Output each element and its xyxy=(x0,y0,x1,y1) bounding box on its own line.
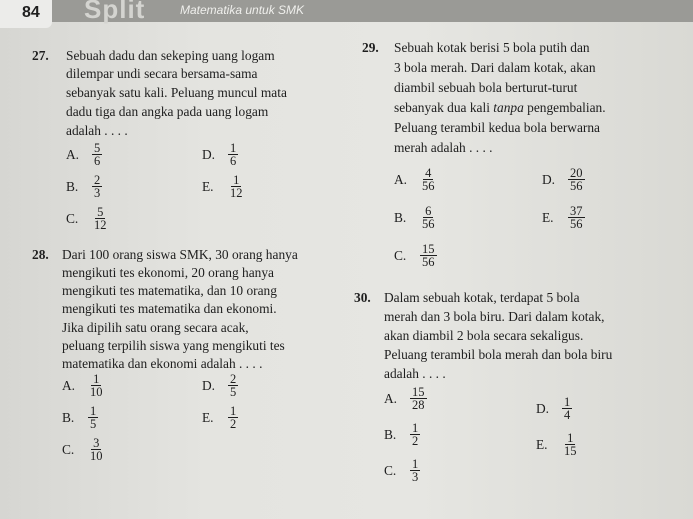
q28-option-e[interactable] xyxy=(202,405,238,430)
option-label: D. xyxy=(202,377,216,393)
option-fraction: $\frac{1}{15}$ xyxy=(564,431,577,458)
option-label: D. xyxy=(542,171,556,187)
q30-number: 30. xyxy=(354,290,371,305)
q27-option-d[interactable] xyxy=(202,142,238,167)
option-label: C. xyxy=(384,462,397,478)
page-number: 84 xyxy=(0,0,52,28)
q30-option-e[interactable] xyxy=(536,432,579,457)
q28-option-a[interactable] xyxy=(62,373,105,398)
q30-option-c[interactable] xyxy=(384,458,420,483)
option-fraction: $\frac{1}{5}$ xyxy=(90,404,97,431)
q28-text-line: Jika dipilih satu orang secara acak, xyxy=(62,320,249,335)
q28-text-line: mengikuti tes ekonomi, 20 orang hanya xyxy=(62,265,274,280)
q29-text-line: Sebuah kotak berisi 5 bola putih dan xyxy=(394,40,590,55)
q28-option-d[interactable] xyxy=(202,373,238,398)
option-label: B. xyxy=(66,178,79,194)
option-label: B. xyxy=(62,409,75,425)
option-label: E. xyxy=(202,178,214,194)
option-fraction: $\frac{6}{56}$ xyxy=(422,204,435,231)
option-label: A. xyxy=(394,171,408,187)
q29-option-d[interactable] xyxy=(542,167,585,192)
book-subtitle: Matematika untuk SMK xyxy=(180,3,305,17)
q27-option-b[interactable] xyxy=(66,174,102,199)
option-fraction: $\frac{1}{12}$ xyxy=(230,173,243,200)
option-fraction: $\frac{4}{56}$ xyxy=(422,166,435,193)
q27-option-a[interactable] xyxy=(66,142,102,167)
q29-option-b[interactable] xyxy=(394,205,437,230)
option-label: C. xyxy=(394,247,407,263)
q30-text-line: Dalam sebuah kotak, terdapat 5 bola xyxy=(384,290,580,305)
q30-text-line: merah dan 3 bola biru. Dari dalam kotak, xyxy=(384,309,605,324)
q27-number: 27. xyxy=(32,48,49,63)
q29-text-line: merah adalah . . . . xyxy=(394,140,493,155)
option-label: E. xyxy=(542,209,554,225)
q29-option-e[interactable] xyxy=(542,205,585,230)
option-label: E. xyxy=(202,409,214,425)
q30-option-d[interactable] xyxy=(536,396,572,421)
q28-text-line: mengikuti tes matematika, dan 10 orang xyxy=(62,283,277,298)
option-label: B. xyxy=(394,209,407,225)
option-label: C. xyxy=(62,441,75,457)
option-label: E. xyxy=(536,436,548,452)
option-label: B. xyxy=(384,426,397,442)
q28-text-line: matematika dan ekonomi adalah . . . . xyxy=(62,356,263,371)
q28-number: 28. xyxy=(32,247,49,262)
q29-text-line: diambil sebuah bola berturut-turut xyxy=(394,80,578,95)
q29-number: 29. xyxy=(362,40,379,55)
q29-text-line: sebanyak dua kali tanpa pengembalian. xyxy=(394,100,606,115)
q27-text-line: Sebuah dadu dan sekeping uang logam xyxy=(66,48,275,63)
italic-word: tanpa xyxy=(493,100,524,115)
q29-text-line: 3 bola merah. Dari dalam kotak, akan xyxy=(394,60,596,75)
option-fraction: $\frac{1}{10}$ xyxy=(90,372,103,399)
option-label: A. xyxy=(384,390,398,406)
q27-text-line: sebanyak satu kali. Peluang muncul mata xyxy=(66,85,287,100)
option-fraction: $\frac{20}{56}$ xyxy=(570,166,583,193)
q28-text-line: Dari 100 orang siswa SMK, 30 orang hanya xyxy=(62,247,298,262)
option-label: A. xyxy=(66,146,80,162)
option-label: D. xyxy=(536,400,550,416)
option-fraction: $\frac{2}{5}$ xyxy=(230,372,237,399)
q27-text-line: adalah . . . . xyxy=(66,123,128,138)
option-label: C. xyxy=(66,210,79,226)
option-fraction: $\frac{3}{10}$ xyxy=(90,436,103,463)
option-fraction: $\frac{5}{6}$ xyxy=(94,141,101,168)
q27-text-line: dilempar undi secara bersama-sama xyxy=(66,66,258,81)
option-fraction: $\frac{37}{56}$ xyxy=(570,204,583,231)
option-label: D. xyxy=(202,146,216,162)
option-fraction: $\frac{5}{12}$ xyxy=(94,205,107,232)
q30-text-line: Peluang terambil bola merah dan bola biru xyxy=(384,347,613,362)
option-fraction: $\frac{1}{2}$ xyxy=(230,404,237,431)
q30-text-line: adalah . . . . xyxy=(384,366,446,381)
option-fraction: $\frac{1}{6}$ xyxy=(230,141,237,168)
q29-option-a[interactable] xyxy=(394,167,437,192)
option-fraction: $\frac{15}{56}$ xyxy=(422,242,435,269)
option-fraction: $\frac{2}{3}$ xyxy=(94,173,101,200)
q30-option-a[interactable] xyxy=(384,386,427,411)
q28-text-line: mengikuti tes matematika dan ekonomi. xyxy=(62,301,277,316)
book-logo: Split xyxy=(84,0,146,24)
q30-option-b[interactable] xyxy=(384,422,420,447)
q27-text-line: dadu tiga dan angka pada uang logam xyxy=(66,104,269,119)
option-fraction: $\frac{15}{28}$ xyxy=(412,385,425,412)
option-fraction: $\frac{1}{4}$ xyxy=(564,395,571,422)
option-fraction: $\frac{1}{3}$ xyxy=(412,457,419,484)
q29-option-c[interactable] xyxy=(394,243,437,268)
option-fraction: $\frac{1}{2}$ xyxy=(412,421,419,448)
q30-text-line: akan diambil 2 bola secara sekaligus. xyxy=(384,328,584,343)
q28-option-c[interactable] xyxy=(62,437,105,462)
q28-option-b[interactable] xyxy=(62,405,98,430)
q28-text-line: peluang terpilih siswa yang mengikuti tes xyxy=(62,338,285,353)
q27-option-c[interactable] xyxy=(66,206,109,231)
q27-option-e[interactable] xyxy=(202,174,245,199)
option-label: A. xyxy=(62,377,76,393)
q29-text-line: Peluang terambil kedua bola berwarna xyxy=(394,120,600,135)
